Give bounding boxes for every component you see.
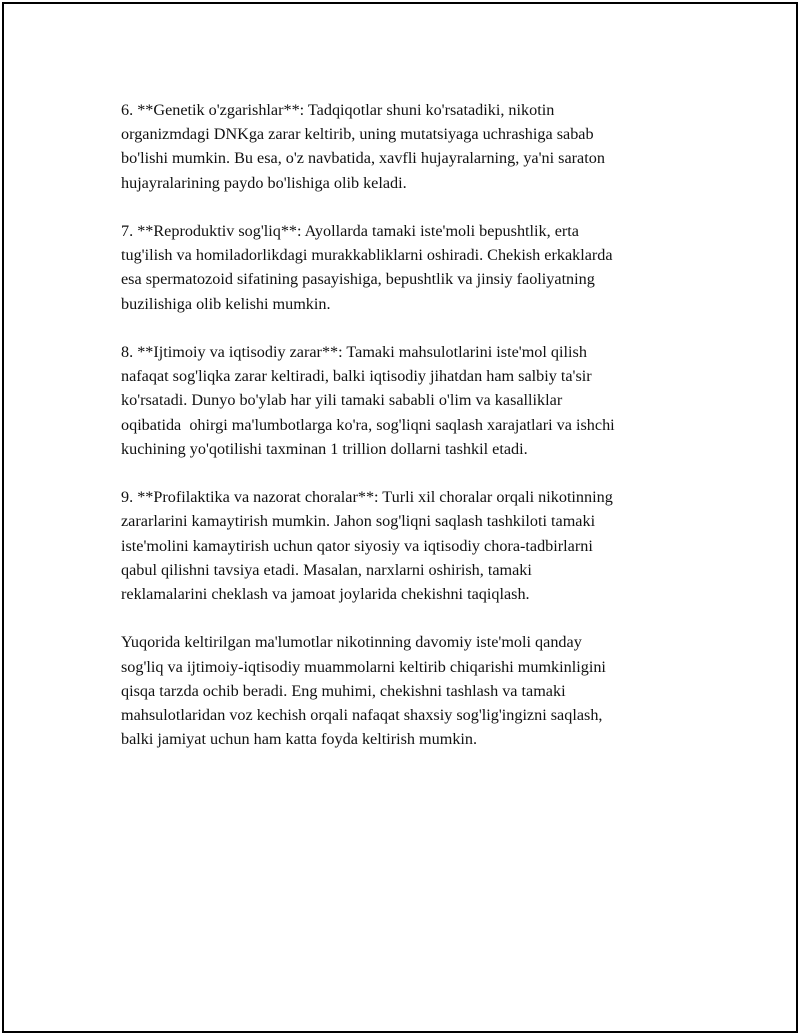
text-line: nafaqat sog'liqka zarar keltiradi, balki iqtisodiy jihatdan ham salbiy ta'sir	[121, 367, 592, 386]
text-line: iste'molini kamaytirish uchun qator siyosiy va iqtisodiy chora-tadbirlarni	[121, 536, 593, 555]
document-body	[121, 98, 696, 776]
text-line: balki jamiyat uchun ham katta foyda keltirish mumkin.	[121, 730, 478, 749]
text-line: buzilishiga olib kelishi mumkin.	[121, 294, 331, 313]
text-line: oqibatida ohirgi ma'lumbotlarga ko'ra, sog'liqni saqlash xarajatlari va ishchi	[121, 415, 615, 434]
text-line: 6. **Genetik o'zgarishlar**: Tadqiqotlar shuni ko'rsatadiki, nikotin	[121, 101, 555, 119]
text-line: 8. **Ijtimoiy va iqtisodiy zarar**: Tamaki mahsulotlarini iste'mol qilish	[121, 343, 587, 361]
paragraph-social-economic-harm	[121, 340, 696, 461]
paragraph-genetic-changes	[121, 98, 696, 195]
text-line: hujayralarining paydo bo'lishiga olib keladi.	[121, 173, 407, 192]
text-line: ko'rsatadi. Dunyo bo'ylab har yili tamaki sababli o'lim va kasalliklar	[121, 391, 563, 410]
text-line: kuchining yo'qotilishi taxminan 1 trillion dollarni tashkil etadi.	[121, 439, 528, 458]
text-line: reklamalarini cheklash va jamoat joylarida chekishni taqiqlash.	[121, 585, 530, 604]
text-line: mahsulotlaridan voz kechish orqali nafaqat shaxsiy sog'lig'ingizni saqlash,	[121, 706, 603, 725]
text-line: qisqa tarzda ochib beradi. Eng muhimi, chekishni tashlash va tamaki	[121, 681, 566, 700]
text-line: 9. **Profilaktika va nazorat choralar**: Turli xil choralar orqali nikotinning	[121, 488, 613, 507]
text-line: sog'liq va ijtimoiy-iqtisodiy muammolarni keltirib chiqarishi mumkinligini	[121, 657, 606, 676]
text-line: esa spermatozoid sifatining pasayishiga, bepushtlik va jinsiy faoliyatning	[121, 270, 595, 289]
paragraph-reproductive-health	[121, 219, 696, 316]
paragraph-conclusion	[121, 630, 696, 751]
text-line: bo'lishi mumkin. Bu esa, o'z navbatida, xavfli hujayralarning, ya'ni saraton	[121, 149, 605, 168]
text-line: qabul qilishni tavsiya etadi. Masalan, narxlarni oshirish, tamaki	[121, 560, 532, 579]
text-line: zararlarini kamaytirish mumkin. Jahon sog'liqni saqlash tashkiloti tamaki	[121, 512, 596, 531]
paragraph-prevention-control	[121, 485, 696, 606]
text-line: organizmdagi DNKga zarar keltirib, uning mutatsiyaga uchrashiga sabab	[121, 125, 594, 144]
text-line: tug'ilish va homiladorlikdagi murakkabliklarni oshiradi. Chekish erkaklarda	[121, 246, 613, 265]
text-line: 7. **Reproduktiv sog'liq**: Ayollarda tamaki iste'moli bepushtlik, erta	[121, 222, 579, 240]
text-line: Yuqorida keltirilgan ma'lumotlar nikotinning davomiy iste'moli qanday	[121, 633, 582, 652]
page-frame	[2, 2, 798, 1033]
